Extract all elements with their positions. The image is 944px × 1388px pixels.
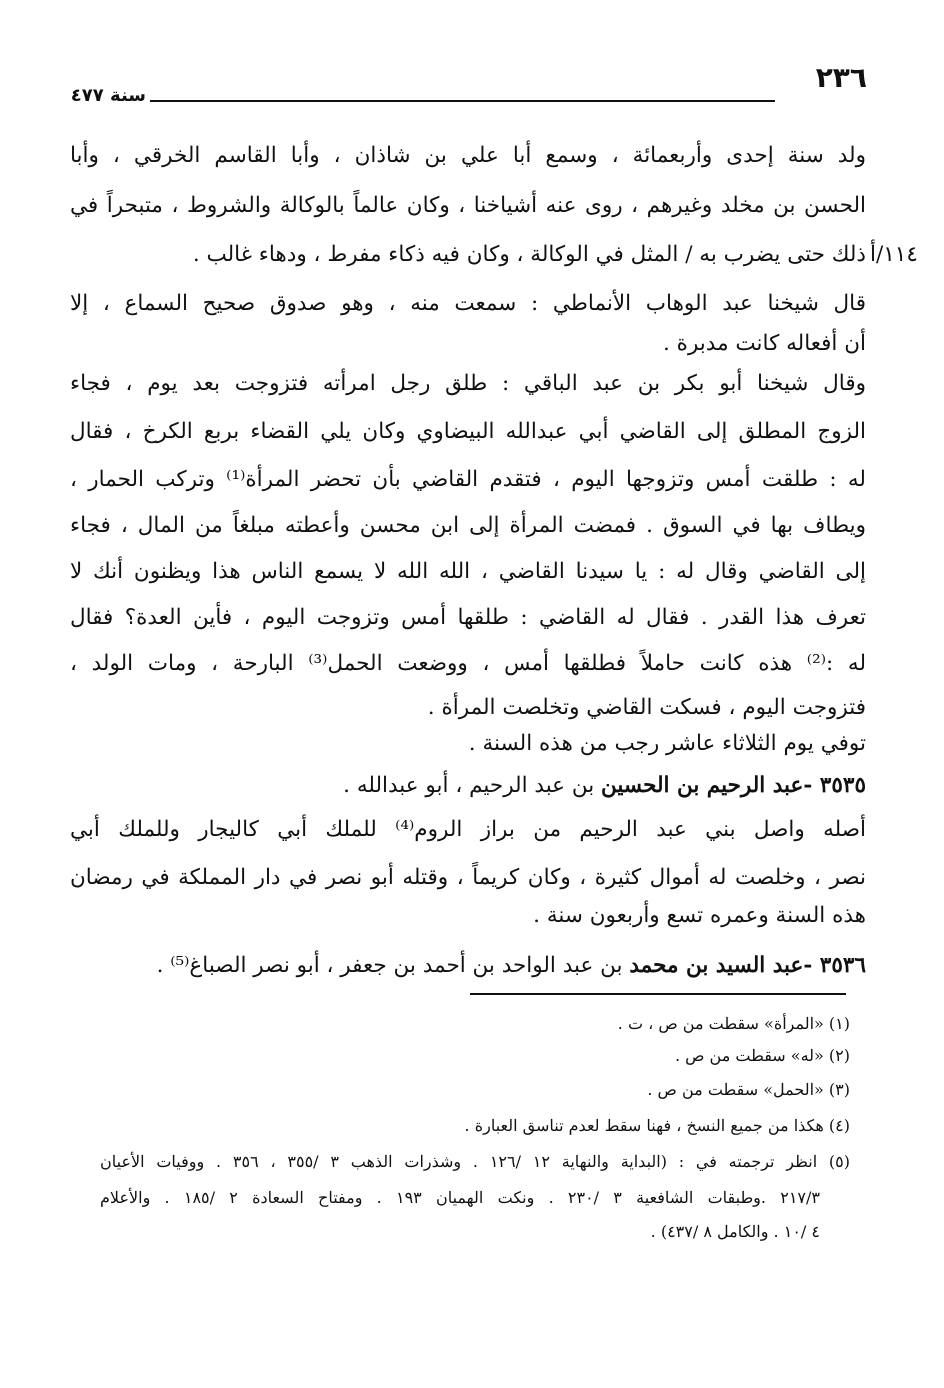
footnote-continuation: ٤ /١٠ . والكامل ٨ /٤٣٧) . [650, 1222, 820, 1241]
body-line: أن أفعاله كانت مدبرة . [663, 331, 866, 356]
footnote-separator [470, 993, 846, 995]
entry-number: ٣٥٣٥ - [803, 773, 866, 798]
footnote: (١) «المرأة» سقطت من ص ، ت . [617, 1014, 850, 1033]
footnote: (٤) هكذا من جميع النسخ ، فهنا سقط لعدم تناسق العبارة . [464, 1116, 850, 1135]
footnote: (٢) «له» سقطت من ص . [674, 1046, 850, 1065]
body-line: له :⁽²⁾ هذه كانت حاملاً فطلقها أمس ، ووضعت الحمل⁽³⁾ البارحة ، ومات الولد ، [70, 651, 866, 676]
body-line: تعرف هذا القدر . فقال له القاضي : طلقها أمس وتزوجت اليوم ، فأين العدة؟ فقال [70, 605, 866, 630]
body-line: ذلك حتى يضرب به / المثل في الوكالة ، وكان فيه ذكاء مفرط ، ودهاء غالب . [192, 242, 866, 267]
body-line: هذه السنة وعمره تسع وأربعون سنة . [533, 903, 866, 928]
entry-name: عبد السيد بن محمد [629, 953, 804, 978]
footnote: (٣) «الحمل» سقطت من ص . [647, 1080, 850, 1099]
body-line: الحسن بن مخلد وغيرهم ، روى عنه أشياخنا ، وكان عالماً بالوكالة والشروط ، متبحراً في [70, 193, 866, 218]
body-line: نصر ، وخلصت له أموال كثيرة ، وكان كريماً ، وقتله أبو نصر في دار المملكة في رمضان [70, 865, 866, 890]
body-line: أصله واصل بني عبد الرحيم من براز الروم⁽⁴⁾ للملك أبي كاليجار وللملك أبي [70, 817, 866, 842]
entry-lineage: بن عبد الواحد بن أحمد بن جعفر ، أبو نصر الصباغ⁽⁵⁾ . [156, 953, 623, 978]
body-line: إلى القاضي وقال له : يا سيدنا القاضي ، الله الله لا يسمع الناس هذا ويظنون أنك لا [70, 559, 866, 584]
page-number: ٢٣٦ [815, 61, 867, 94]
biography-entry-3536 [70, 944, 866, 988]
body-line: ويطاف بها في السوق . فمضت المرأة إلى ابن محسن وأعطته مبلغاً من المال ، فجاء [70, 513, 866, 538]
body-line: ولد سنة إحدى وأربعمائة ، وسمع أبا علي بن شاذان ، وأبا القاسم الخرقي ، وأبا [70, 143, 866, 168]
body-line: له : طلقت أمس وتزوجها اليوم ، فتقدم القاضي بأن تحضر المرأة⁽¹⁾ وتركب الحمار ، [70, 467, 866, 492]
footnote-continuation: ٢١٧/٣ .وطبقات الشافعية ٣ /٢٣٠ . ونكت الهميان ١٩٣ . ومفتاح السعادة ٢ /١٨٥ . والأعلام [100, 1188, 820, 1207]
body-line: الزوج المطلق إلى القاضي أبي عبدالله البيضاوي وكان يلي القضاء بربع الكرخ ، فقال [70, 419, 866, 444]
year-label: سنة ٤٧٧ [70, 85, 146, 106]
biography-entry-3535 [70, 764, 866, 808]
body-line: وقال شيخنا أبو بكر بن عبد الباقي : طلق رجل امرأته فتزوجت بعد يوم ، فجاء [70, 371, 866, 396]
entry-number: ٣٥٣٦ - [803, 953, 866, 978]
body-line: فتزوجت اليوم ، فسكت القاضي وتخلصت المرأة . [427, 695, 866, 720]
body-line: قال شيخنا عبد الوهاب الأنماطي : سمعت منه ، وهو صدوق صحيح السماع ، إلا [70, 291, 866, 316]
body-line: توفي يوم الثلاثاء عاشر رجب من هذه السنة . [468, 731, 866, 756]
header-rule [150, 100, 775, 102]
entry-name: عبد الرحيم بن الحسين [601, 773, 804, 798]
entry-lineage: بن عبد الرحيم ، أبو عبدالله . [343, 773, 595, 798]
manuscript-folio-ref: ١١٤/أ [870, 242, 918, 267]
footnote: (٥) انظر ترجمته في : (البداية والنهاية ١٢ /١٢٦ . وشذرات الذهب ٣ /٣٥٥ ، ٣٥٦ . ووفيات الأعيان [100, 1152, 850, 1171]
